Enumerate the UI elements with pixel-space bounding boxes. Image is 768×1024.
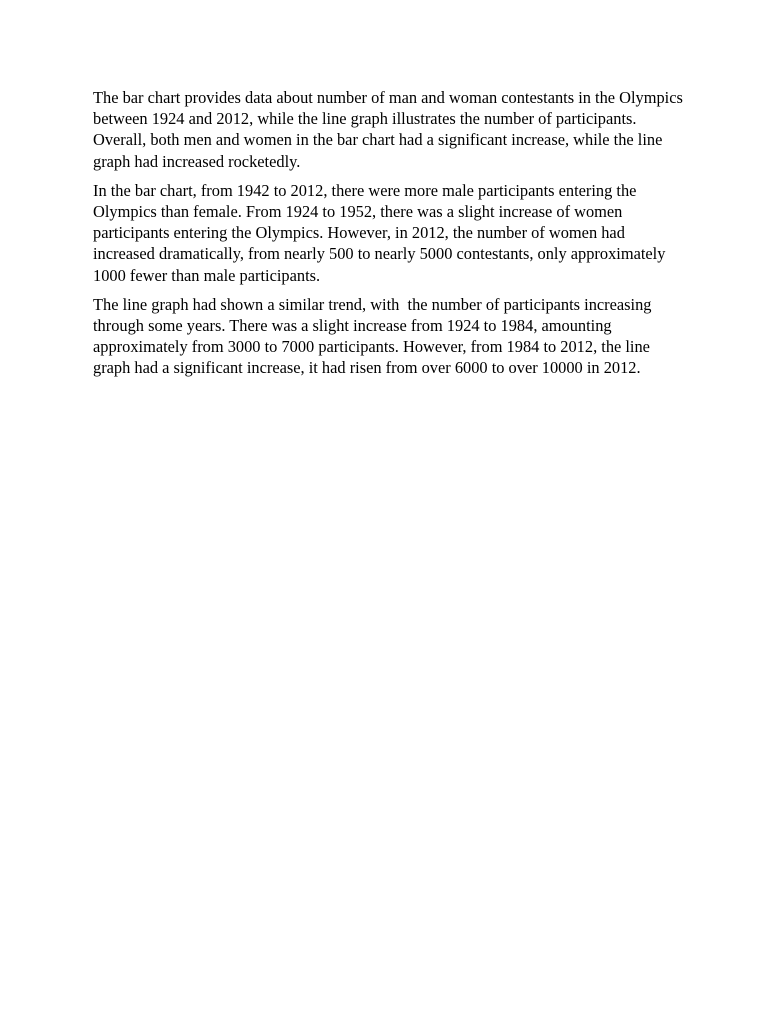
paragraph-bar-chart: In the bar chart, from 1942 to 2012, there were more male participants entering the Olympics than female. From 1924 to 1952, there was a slight increase of women participants entering the Olympics. However, in 2012, the number of women had increased dramatically, from nearly 500 to nearly 5000 contestants, only approximately 1000 fewer than male participants.: [93, 180, 670, 285]
paragraph-overview: The bar chart provides data about number of man and woman contestants in the Olympics between 1924 and 2012, while the line graph illustrates the number of participants. Overall, both men and women in the bar chart had a significant increase, while the line graph had increased rocketedly.: [93, 88, 688, 171]
paragraph-line-graph: The line graph had shown a similar trend, with the number of participants increasing through some years. There was a slight increase from 1924 to 1984, amounting approximately from 3000 to 7000 participants. However, from 1984 to 2012, the line graph had a significant increase, it had risen from over 6000 to over 10000 in 2012.: [93, 294, 656, 378]
document-body: [93, 87, 688, 387]
